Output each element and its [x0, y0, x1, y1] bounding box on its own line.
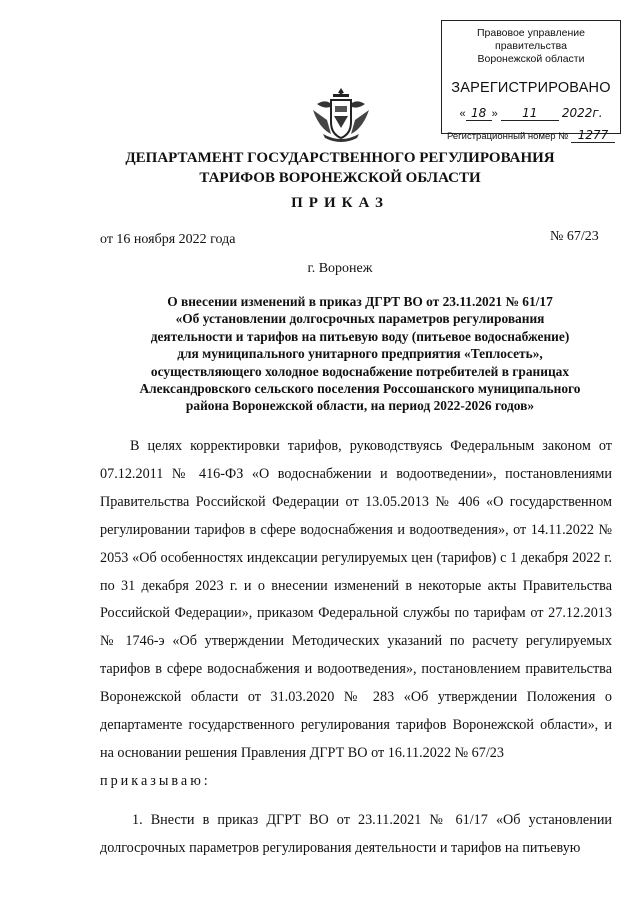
subject-line: О внесении изменений в приказ ДГРТ ВО от 23.11.2021 № 61/17 [167, 294, 553, 309]
stamp-org-line2: Воронежской области [477, 53, 585, 65]
registration-stamp [441, 20, 621, 142]
stamp-org-line1: Правовое управление правительства [476, 27, 585, 52]
document-subject [94, 293, 626, 415]
subject-line: осуществляющего холодное водоснабжение потребителей в границах [150, 363, 570, 379]
document-date: от 16 ноября 2022 года [100, 232, 236, 247]
stamp-title: ЗАРЕГИСТРИРОВАНО [451, 80, 611, 96]
order-directive: приказываю: [100, 772, 211, 789]
subject-line: для муниципального унитарного предприятия «Теплосеть», [177, 346, 543, 362]
department-line1: ДЕПАРТАМЕНТ ГОСУДАРСТВЕННОГО РЕГУЛИРОВАНИЯ [125, 150, 555, 166]
coat-of-arms-icon [309, 84, 373, 146]
preamble-paragraph: В целях корректировки тарифов, руководствуясь Федеральным законом от 07.12.2011 № 416-ФЗ «О водоснабжении и водоотведении», постановлениями Правительства Российской Федерации от 13.05.2013 № 406 «О государственном регулировании тарифов в сфере водоснабжения и водоотведения», от 14.11.2022 № 2053 «Об особенностях индексации регулируемых цен (тарифов) с 1 декабря 2022 г. по 31 декабря 2023 г. и о внесении изменений в некоторые акты Правительства Российской Федерации», приказом Федеральной службы по тарифам от 27.12.2013 № 1746-э «Об утверждении Методических указаний по расчету регулируемых тарифов в сфере водоснабжения и водоотведения», постановлением правительства Воронежской области от 31.03.2020 № 283 «Об утверждении Положения о департаменте государственного регулирования тарифов Воронежской области», и на основании решения Правления ДГРТ ВО от 16.11.2022 № 67/23 [100, 438, 612, 761]
document-type-title: ПРИКАЗ [291, 195, 389, 211]
order-item-1: 1. Внести в приказ ДГРТ ВО от 23.11.2021 № 61/17 «Об установлении долгосрочных параметров регулирования деятельности и тарифов на питьевую [100, 811, 612, 856]
department-line2: ТАРИФОВ ВОРОНЕЖСКОЙ ОБЛАСТИ [199, 170, 481, 186]
stamp-date: « 18 » 11 2022г. [459, 106, 603, 120]
stamp-month: 11 [501, 106, 559, 121]
document-number: № 67/23 [550, 229, 599, 244]
subject-line: «Об установлении долгосрочных параметров регулирования [175, 311, 545, 327]
stamp-organization [442, 27, 620, 66]
stamp-year: 2022г. [561, 106, 603, 120]
stamp-reg-number [442, 128, 620, 143]
subject-line: Александровского сельского поселения Россошанского муниципального [139, 381, 581, 397]
document-city: г. Воронеж [307, 261, 373, 276]
stamp-day: 18 [466, 106, 492, 121]
subject-line: района Воронежской области, на период 2022-2026 годов» [185, 398, 535, 414]
department-name [60, 148, 620, 188]
stamp-reg-label: Регистрационный номер № [446, 131, 569, 142]
document-body [100, 433, 612, 863]
subject-line: деятельности и тарифов на питьевую воду (питьевое водоснабжение) [150, 328, 570, 344]
stamp-reg-value: 1277 [571, 128, 615, 143]
